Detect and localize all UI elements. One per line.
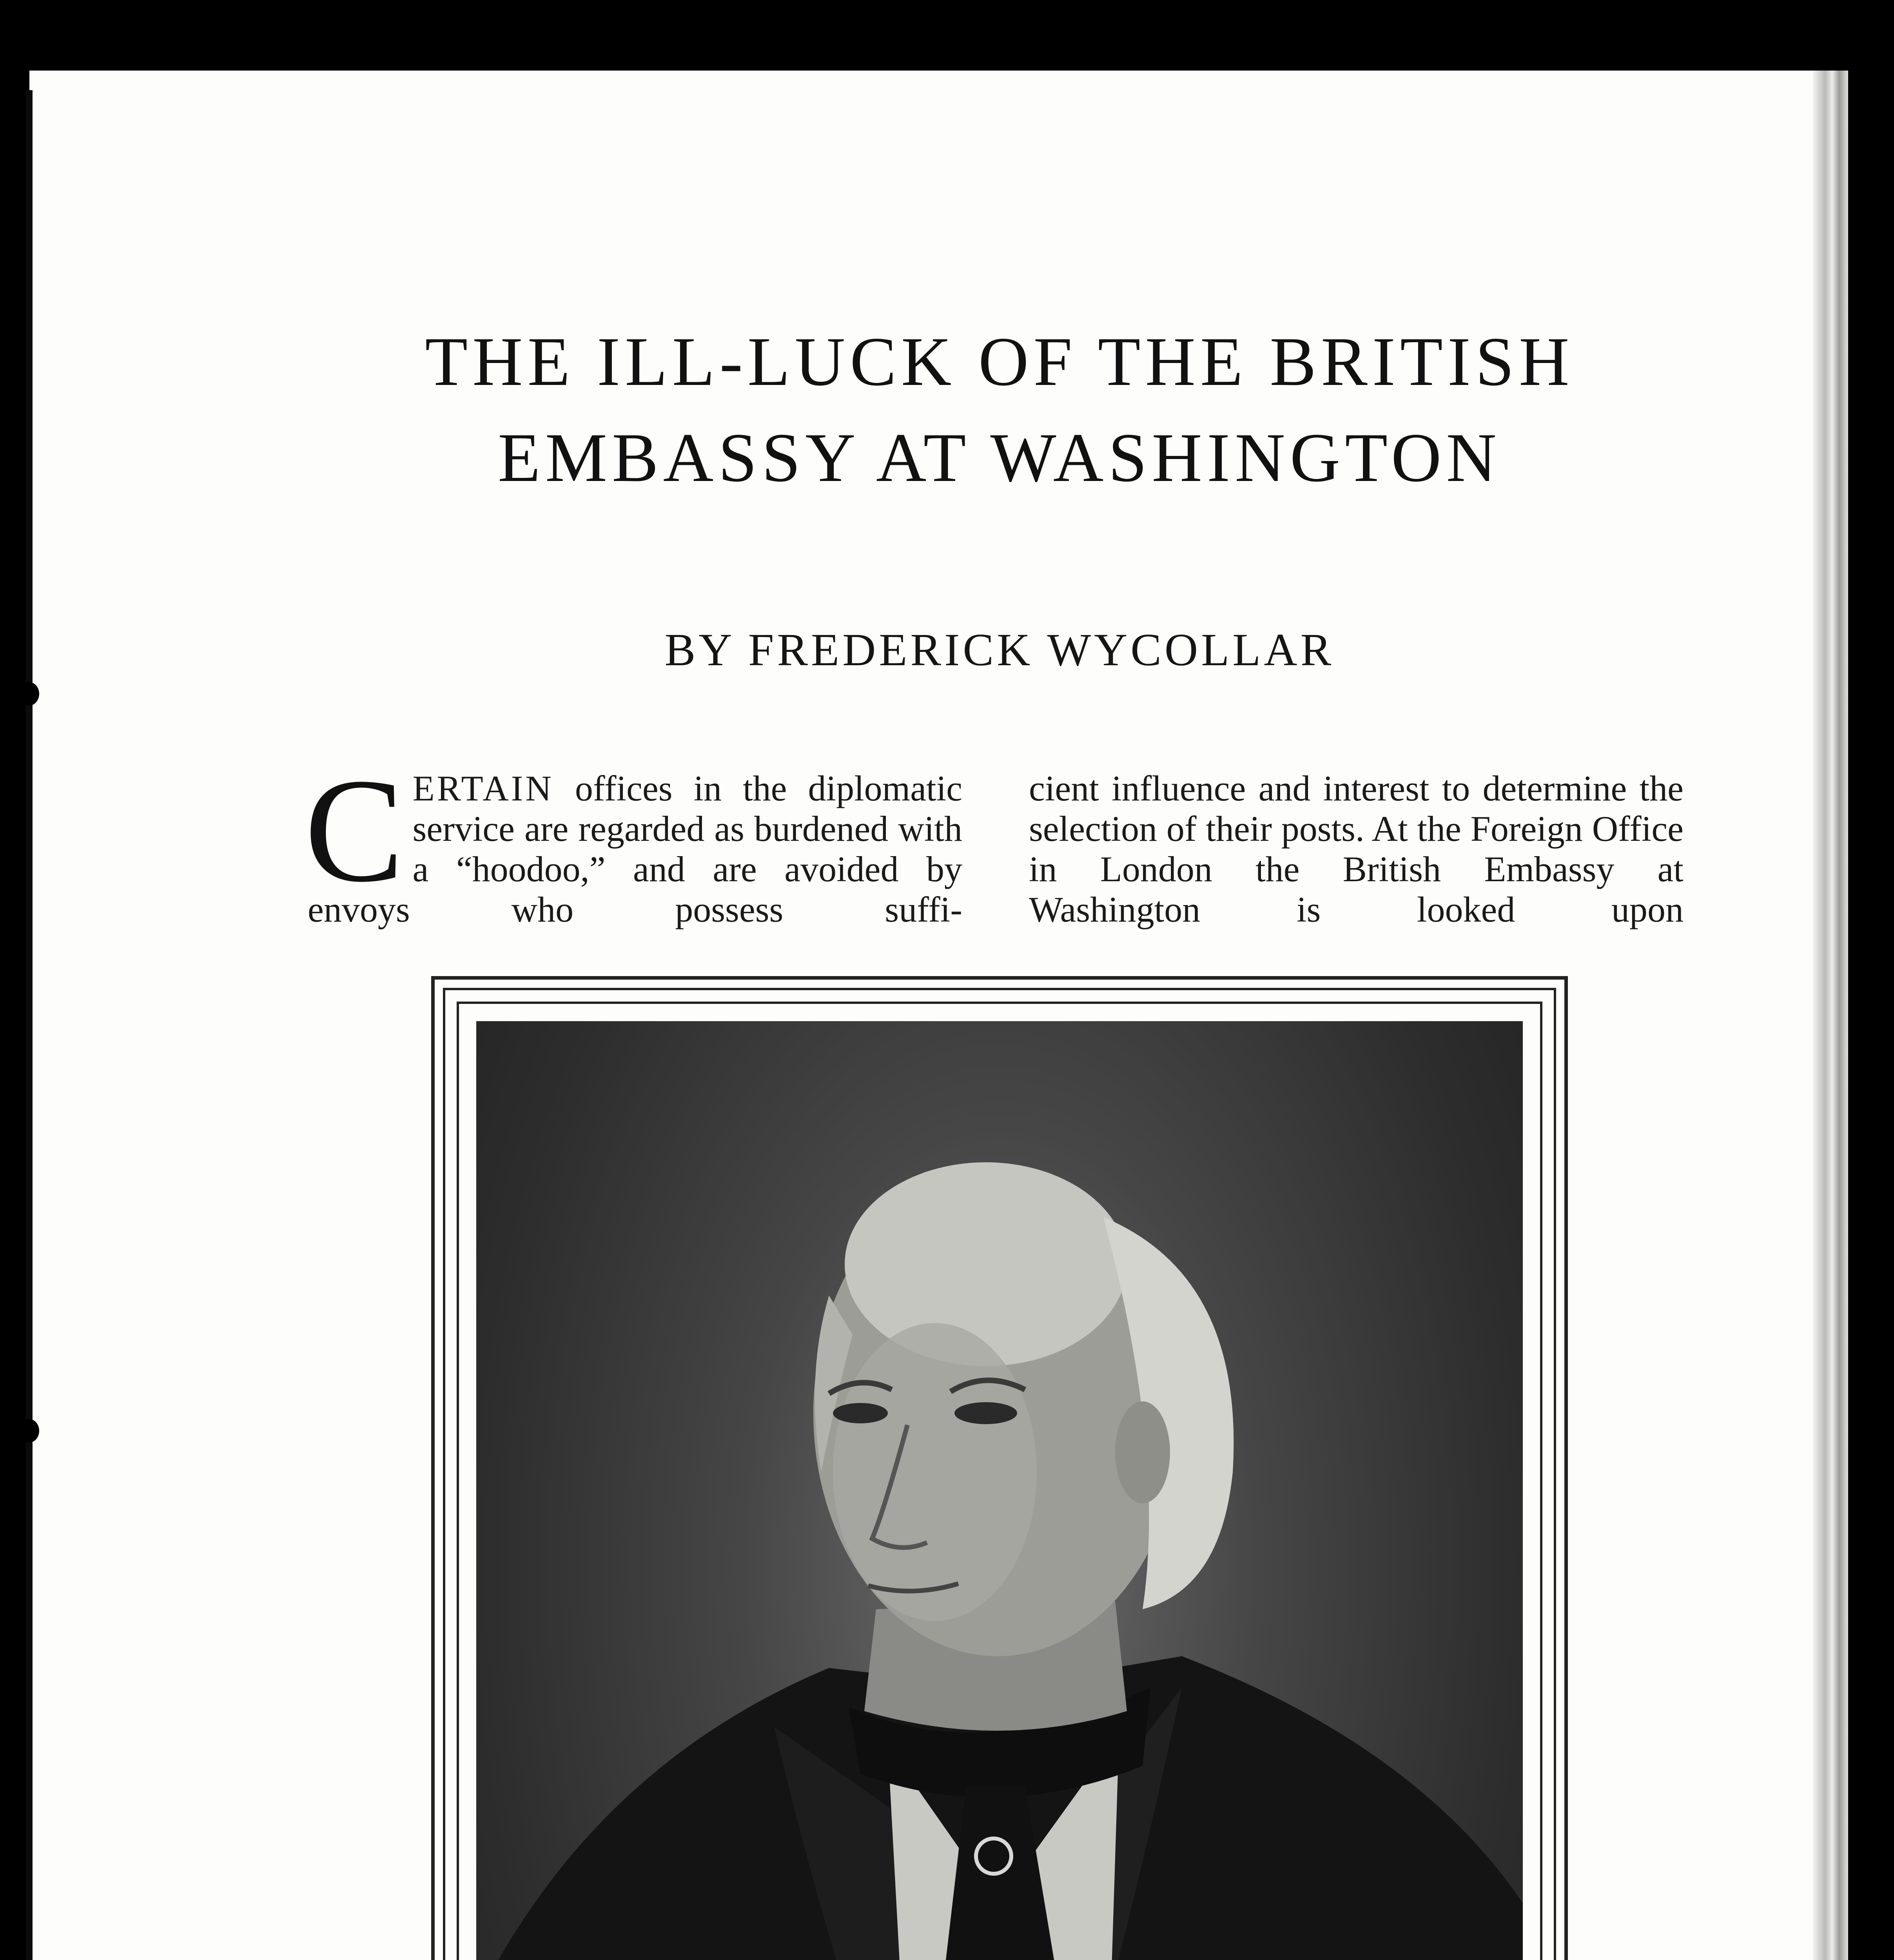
text-column-right: cient influence and interest to determine the selection of their posts. At the Foreign Office in London the British Embassy at Washington is looked upon	[1029, 768, 1684, 929]
article-title	[235, 314, 1764, 506]
page-edge-stack	[1813, 71, 1848, 1960]
article-byline: BY FREDERICK WYCOLLAR	[664, 624, 1335, 675]
article-title-line-2: EMBASSY AT WASHINGTON	[498, 419, 1501, 496]
binding-stitch	[19, 1419, 39, 1443]
text-column-left	[305, 748, 962, 930]
column-left-text: offices in the diplomatic service are regarded as burdened with a “hoodoo,” and are avoided by envoys who possess suffi-	[308, 768, 962, 929]
portrait-engraving	[476, 1021, 1523, 1960]
opening-word: ERTAIN	[412, 768, 554, 808]
article-title-line-1: THE ILL-LUCK OF THE BRITISH	[425, 323, 1574, 400]
binding-spine	[25, 90, 33, 1960]
drop-cap: C	[305, 748, 404, 913]
portrait-figure	[476, 1021, 1523, 1960]
binding-stitch	[19, 682, 39, 706]
